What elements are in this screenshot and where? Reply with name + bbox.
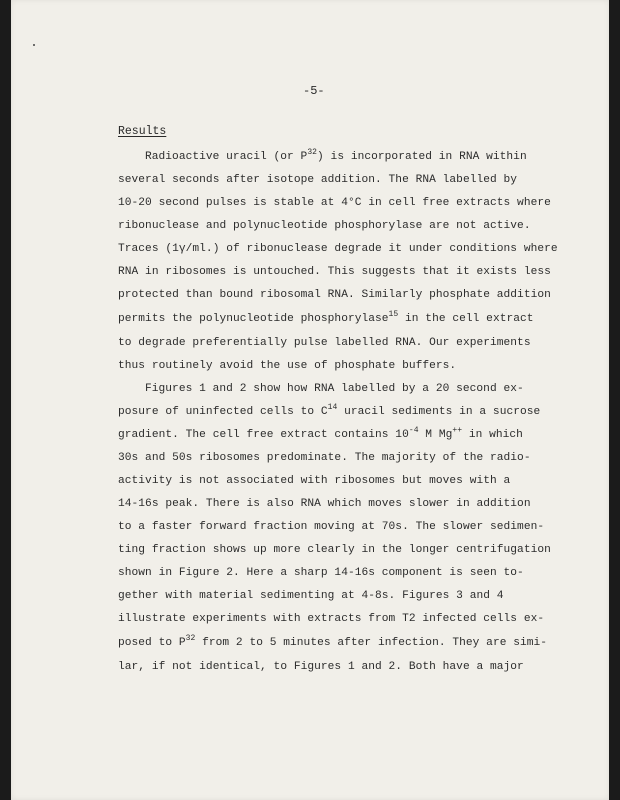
- paper-speck: [33, 44, 35, 46]
- section-heading: Results: [118, 125, 167, 138]
- text-line: RNA in ribosomes is untouched. This suggests that it exists less: [118, 266, 551, 278]
- text-line: ribonuclease and polynucleotide phosphorylase are not active.: [118, 220, 531, 232]
- text-line: posed to $P^{32}$ from 2 to 5 minutes after infection. They are simi-: [118, 634, 548, 649]
- text-line: permits the polynucleotide phosphorylase$^{15}$ in the cell extract: [118, 310, 534, 325]
- page-number: -5-: [303, 84, 325, 98]
- text-line: Figures 1 and 2 show how RNA labelled by a 20 second ex-: [145, 383, 524, 395]
- text-line: gether with material sedimenting at 4-8s. Figures 3 and 4: [118, 590, 504, 602]
- text-line: 10-20 second pulses is stable at 4°C in cell free extracts where: [118, 197, 551, 209]
- document-page: [11, 0, 609, 800]
- text-line: gradient. The cell free extract contains $10^{-4}$ M Mg++ in which: [118, 426, 523, 441]
- text-line: activity is not associated with ribosomes but moves with a: [118, 475, 511, 487]
- text-line: illustrate experiments with extracts from T2 infected cells ex-: [118, 613, 545, 625]
- text-line: ting fraction shows up more clearly in the longer centrifugation: [118, 544, 551, 556]
- text-line: protected than bound ribosomal RNA. Similarly phosphate addition: [118, 289, 551, 301]
- text-line: lar, if not identical, to Figures 1 and 2. Both have a major: [118, 661, 524, 673]
- text-line: 30s and 50s ribosomes predominate. The majority of the radio-: [118, 452, 531, 464]
- text-line: to a faster forward fraction moving at 70s. The slower sedimen-: [118, 521, 545, 533]
- text-line: Traces (1γ/ml.) of ribonuclease degrade it under conditions where: [118, 243, 558, 255]
- text-line: thus routinely avoid the use of phosphate buffers.: [118, 360, 457, 372]
- text-line: posure of uninfected cells to $C^{14}$ uracil sediments in a sucrose: [118, 403, 541, 418]
- text-line: Radioactive uracil (or $P^{32}$) is incorporated in RNA within: [145, 148, 527, 163]
- text-line: several seconds after isotope addition. The RNA labelled by: [118, 174, 518, 186]
- text-line: shown in Figure 2. Here a sharp 14-16s component is seen to-: [118, 567, 524, 579]
- text-line: 14-16s peak. There is also RNA which moves slower in addition: [118, 498, 531, 510]
- text-line: to degrade preferentially pulse labelled RNA. Our experiments: [118, 337, 531, 349]
